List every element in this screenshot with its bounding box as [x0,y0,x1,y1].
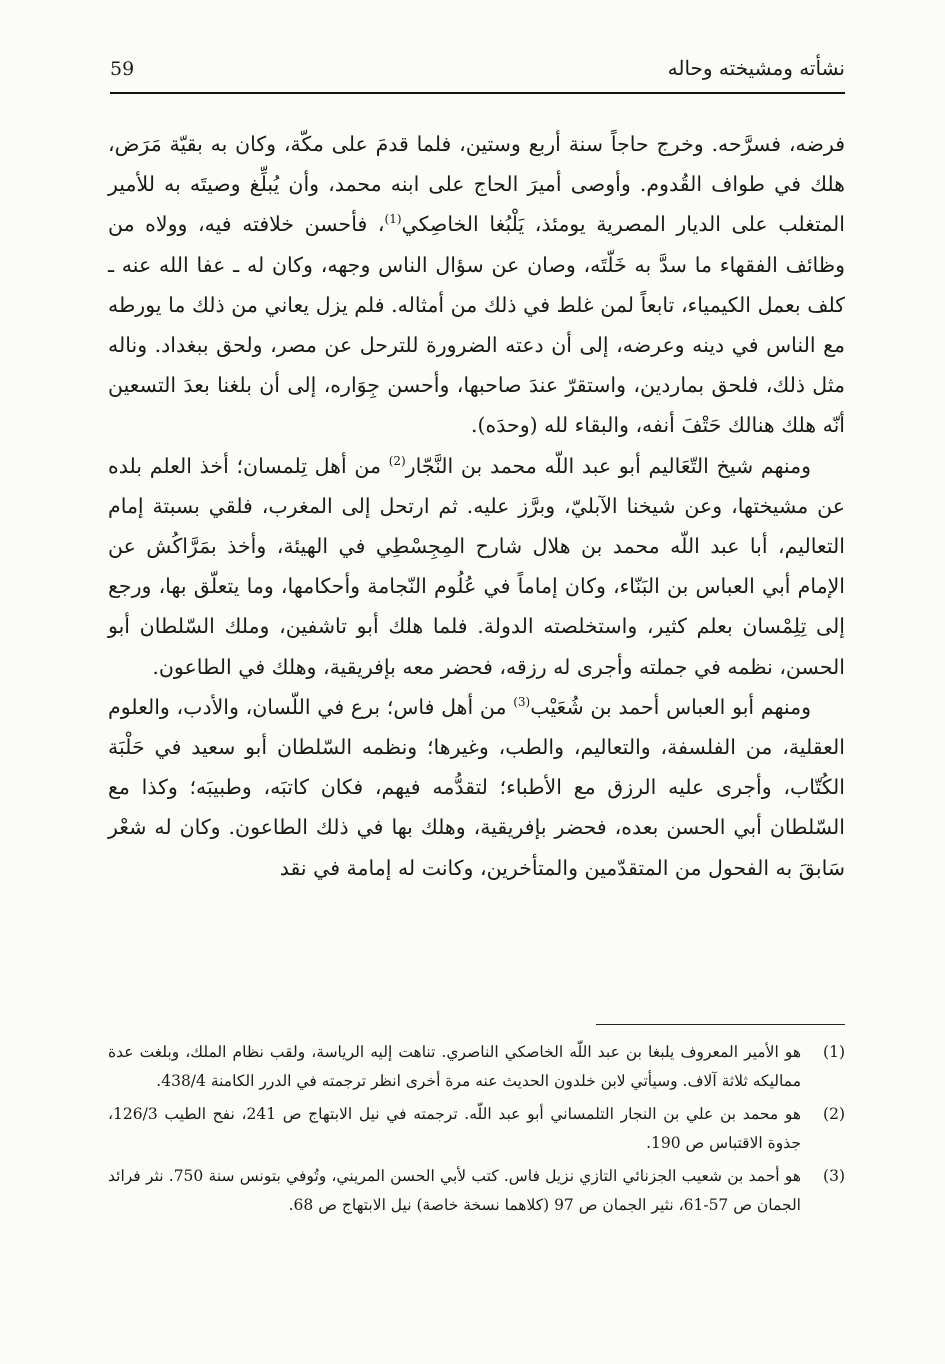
paragraph-1-text: فرضه، فسرَّحه. وخرج حاجاً سنة أربع وستين، فلما قدمَ على مكّة، وكان به بقيّة مَرَض، هلك في طواف القُدوم. وأوصى أميرَ الحاج على ابنه محمد، وأن يُبلِّغ وصيتَه به للأمير المتغلب على الديار المصرية يومئذ، يَلْبُغا الخاصِكي [108,132,845,237]
paragraph-1 [108,124,845,446]
footnote-number: (3) [823,1167,845,1185]
footnotes [108,1038,845,1224]
footnote-ref-3[interactable]: (3) [513,695,531,710]
footnote-ref-1[interactable]: (1) [384,212,402,227]
page-number: 59 [110,58,135,80]
page-header [110,52,845,88]
footnote-text: هو أحمد بن شعيب الجزنائي التازي نزيل فاس. كتب لأبي الحسن المريني، وتُوفي بتونس سنة 750. نثر فرائد الجمان ص 57-61، نثير الجمان ص 97 (كلاهما نسخة خاصة) نيل الابتهاج ص 68. [108,1167,802,1214]
footnote-item [108,1162,845,1220]
header-rule [110,92,845,94]
footnote-text: هو محمد بن علي بن النجار التلمساني أبو عبد اللّه. ترجمته في نيل الابتهاج ص 241، نفح الطيب 126/3، جذوة الاقتباس ص 190. [108,1105,801,1152]
paragraph-3 [108,687,845,888]
footnote-ref-2[interactable]: (2) [388,453,406,468]
paragraph-3-text: ومنهم أبو العباس أحمد بن شُعَيْب [530,694,811,719]
paragraph-1-text-rest: ، فأحسن خلافته فيه، وولاه من وظائف الفقهاء ما سدَّ به خَلّتَه، وصان عن سؤال الناس وجهه، وكان له ـ عفا الله عنه ـ كلف بعمل الكيمياء، تابعاً لمن غلط في ذلك من أمثاله. فلم يزل يعاني من ذلك ما يورطه مع الناس في دينه وعرضه، إلى أن دعته الضرورة للترحل عن مصر، ولحق ببغداد. وناله مثل ذلك، فلحق بماردين، واستقرّ عندَ صاحبها، وأحسن جِوَاره، إلى أن بلغنا بعدَ التسعين أنّه هلك هنالك حَتْفَ أنفه، والبقاء لله (وحدَه). [108,212,845,438]
footnote-text: هو الأمير المعروف يلبغا بن عبد اللّه الخاصكي الناصري. تناهت إليه الرياسة، ولقب نظام الملك، وبلغت عدة مماليكه ثلاثة آلاف. وسيأتي لابن خلدون الحديث عنه مرة أخرى انظر ترجمته في الدرر الكامنة 438/4. [108,1043,801,1090]
paragraph-2-text: ومنهم شيخ التّعَاليم أبو عبد اللّه محمد بن النَّجّار [405,453,812,478]
running-head: نشأته ومشيخته وحاله [667,56,845,80]
paragraph-2 [108,446,845,687]
main-text [108,124,845,888]
footnote-number: (1) [823,1043,845,1061]
footnote-separator [596,1024,845,1025]
paragraph-3-text-rest: من أهل فاس؛ برع في اللّسان، والأدب، والعلوم العقلية، من الفلسفة، والتعاليم، والطب، وغيرها؛ ونظمه السّلطان أبو سعيد في حَلْبَة الكُتّاب، وأجرى عليه الرزق مع الأطباء؛ لتقدُّمه فيهم، فكان كاتبَه، وطبيبَه؛ وكذا مع السّلطان أبي الحسن بعده، فحضر بإفريقية، وهلك بها في ذلك الطاعون. وكان له شعْر سَابقَ به الفحول من المتقدّمين والمتأخرين، وكانت له إمامة في نقد [108,694,845,880]
footnote-item [108,1038,845,1096]
footnote-number: (2) [823,1105,845,1123]
paragraph-2-text-rest: من أهل تِلمسان؛ أخذ العلم بلده عن مشيختها، وعن شيخنا الآبليّ، وبرَّز عليه. ثم ارتحل إلى المغرب، فلقي بسبتة إمام التعاليم، أبا عبد اللّه محمد بن هلال شارح المِجِسْطِي في الهيئة، وأخذ بمَرَّاكُش عن الإمام أبي العباس بن البَنّاء، وكان إماماً في عُلُوم النّجامة وأحكامها، وما يتعلّق بها، ورجع إلى تِلِمْسان بعلم كثير، واستخلصته الدولة. فلما هلك أبو تاشفين، وملك السّلطان أبو الحسن، نظمه في جملته وأجرى له رزقه، فحضر معه بإفريقية، وهلك في الطاعون. [108,453,846,679]
footnote-item [108,1100,845,1158]
